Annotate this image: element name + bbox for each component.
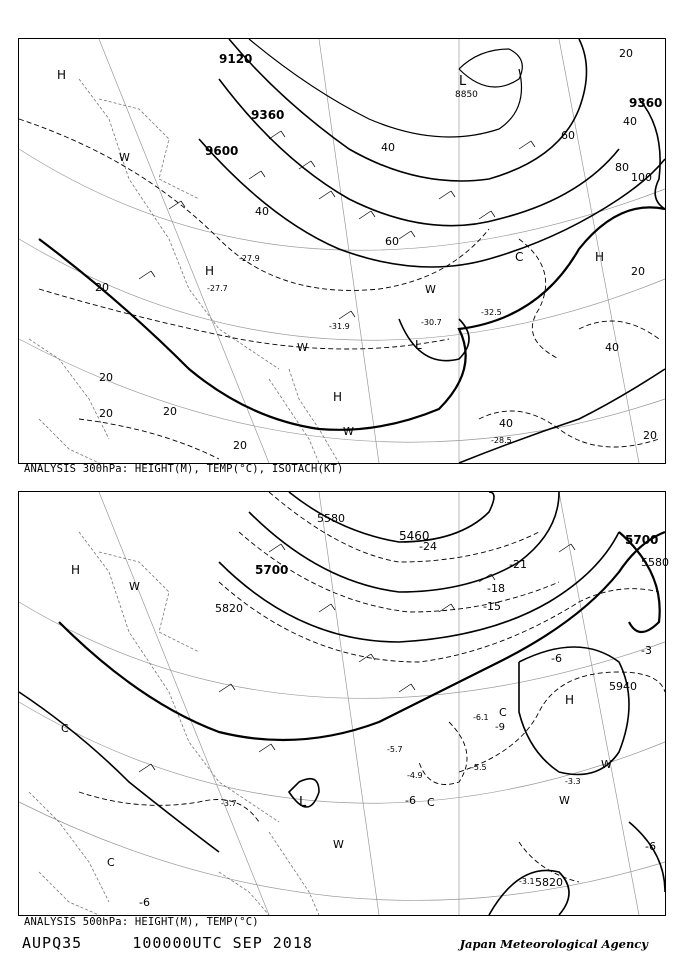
observation-value: -5.7 <box>387 745 403 754</box>
isotach-label: 40 <box>381 141 395 154</box>
map-300hpa-svg <box>19 39 665 463</box>
height-label: 5700 <box>255 563 289 577</box>
warm-center-label: W <box>297 341 308 354</box>
warm-center-label: W <box>129 580 140 593</box>
height-label: 5820 <box>535 876 563 889</box>
isotach-label: 60 <box>385 235 399 248</box>
observation-value: -3.1 <box>519 877 535 886</box>
isotach-label: 40 <box>605 341 619 354</box>
isotach-label: 20 <box>619 47 633 60</box>
wind-barbs <box>139 131 535 319</box>
temperature-label: -6 <box>139 896 150 909</box>
observation-value: -27.7 <box>207 284 228 293</box>
warm-center-label: W <box>425 283 436 296</box>
high-center-label: H <box>595 250 605 264</box>
temperature-label: -24 <box>419 540 437 553</box>
agency-name: Japan Meteorological Agency <box>459 937 648 951</box>
height-label: 5580 <box>641 556 669 569</box>
high-center-label: H <box>333 390 343 404</box>
temperature-label: -15 <box>483 600 501 613</box>
chart-code: AUPQ35 <box>22 934 83 952</box>
isotach-label: 20 <box>99 407 113 420</box>
height-label: 5700 <box>625 533 659 547</box>
observation-value: -31.9 <box>329 322 350 331</box>
observation-value: -28.5 <box>491 436 512 445</box>
warm-center-label: W <box>119 151 130 164</box>
height-label: 9120 <box>219 52 253 66</box>
observation-value: -4.9 <box>407 771 423 780</box>
valid-time: 100000UTC SEP 2018 <box>132 934 313 952</box>
isotach-label: 60 <box>561 129 575 142</box>
isotach-label: 20 <box>233 439 247 452</box>
observation-value: -3.3 <box>565 777 581 786</box>
cold-center-label: C <box>107 856 115 869</box>
low-center-label: L <box>459 74 467 89</box>
caption-300hpa: ANALYSIS 300hPa: HEIGHT(M), TEMP(°C), ISOTACH(KT) <box>24 463 344 475</box>
map-labels <box>57 47 662 452</box>
observation-value: -3.7 <box>221 799 237 808</box>
isotach-label: 20 <box>643 429 657 442</box>
isotach-label: 20 <box>163 405 177 418</box>
low-center-label: L <box>299 795 307 810</box>
map-panel-300hpa <box>18 38 666 464</box>
observation-value: -27.9 <box>239 254 260 263</box>
observation-value: -6.1 <box>473 713 489 722</box>
high-center-label: H <box>565 693 575 707</box>
temperature-label: -6 <box>645 840 656 853</box>
warm-center-label: W <box>343 425 354 438</box>
isotach-label: 20 <box>95 281 109 294</box>
cold-center-label: C <box>499 706 507 719</box>
high-center-label: H <box>57 68 67 82</box>
isotach-label: 40 <box>623 115 637 128</box>
temperature-label: -6 <box>551 652 562 665</box>
height-label: 5580 <box>317 512 345 525</box>
observation-value: -30.7 <box>421 318 442 327</box>
observation-value: 8850 <box>455 90 478 100</box>
coastlines <box>29 79 339 463</box>
temperature-label: -21 <box>509 558 527 571</box>
coastlines <box>29 532 319 915</box>
isotach-label: 40 <box>499 417 513 430</box>
observation-value: -5.5 <box>471 763 487 772</box>
temperature-label: -9 <box>495 722 505 733</box>
map-panel-500hpa <box>18 491 669 916</box>
chart-identifier <box>22 934 313 952</box>
observation-value: -32.5 <box>481 308 502 317</box>
cold-center-label: C <box>515 250 524 264</box>
cold-center-label: C <box>61 722 69 735</box>
temperature-label: -3 <box>641 644 652 657</box>
map-labels <box>61 512 669 909</box>
height-label: 5820 <box>215 602 243 615</box>
height-label: 5940 <box>609 680 637 693</box>
isotherms <box>19 119 659 459</box>
height-label: 9600 <box>205 144 239 158</box>
isotach-label: 40 <box>255 205 269 218</box>
warm-center-label: W <box>559 794 570 807</box>
map-500hpa-svg <box>19 492 669 915</box>
height-label: 5460 <box>399 529 430 543</box>
temperature-label: -6 <box>405 794 416 807</box>
height-label: 9360 <box>629 96 663 110</box>
high-center-label: H <box>71 563 81 577</box>
height-label: 9360 <box>251 108 285 122</box>
warm-center-label: W <box>601 758 612 771</box>
isotach-label: 100 <box>631 171 652 184</box>
wind-barbs <box>139 544 575 772</box>
caption-500hpa: ANALYSIS 500hPa: HEIGHT(M), TEMP(°C) <box>24 916 259 928</box>
warm-center-label: W <box>333 838 344 851</box>
isotach-label: 20 <box>99 371 113 384</box>
isotherms <box>79 492 665 882</box>
temperature-label: -18 <box>487 582 505 595</box>
isotach-label: 80 <box>615 161 629 174</box>
high-center-label: H <box>205 264 215 278</box>
isotach-label: 20 <box>631 265 645 278</box>
cold-center-label: C <box>427 796 435 809</box>
low-center-label: L <box>415 338 422 352</box>
